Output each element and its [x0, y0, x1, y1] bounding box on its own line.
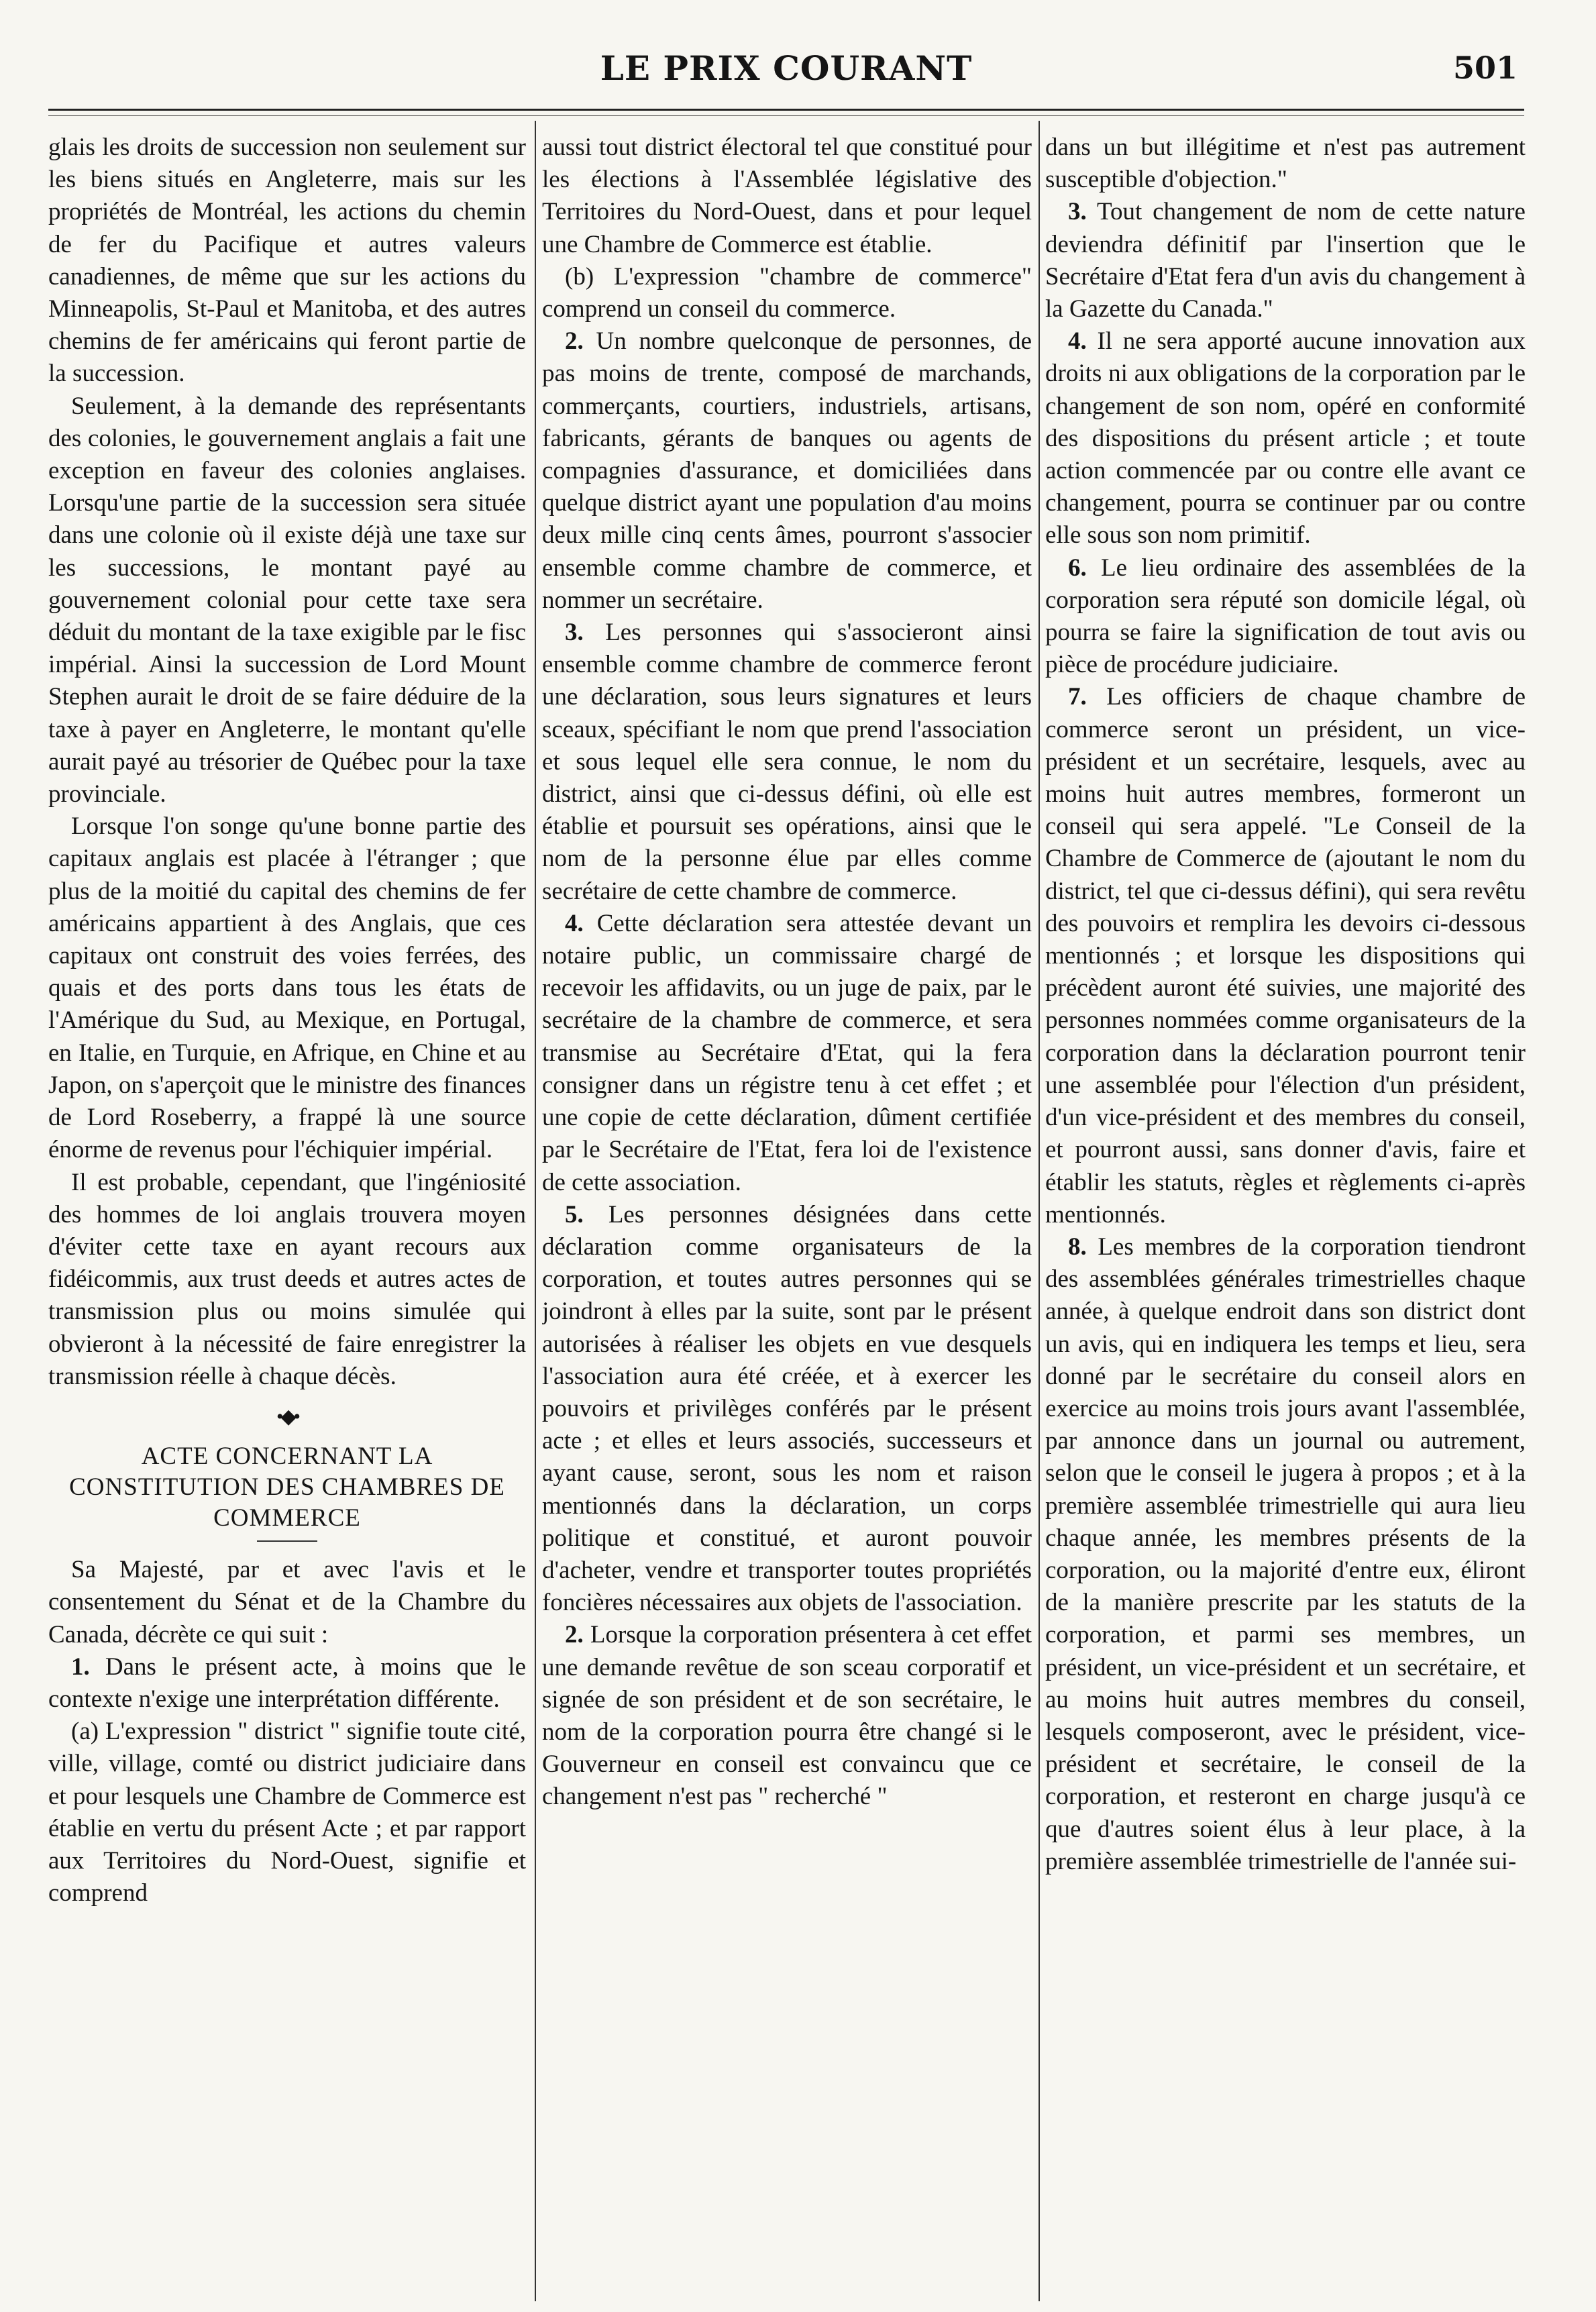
article-paragraph: [542, 325, 1032, 617]
section-rule: [257, 1540, 317, 1542]
article-number: 4.: [1068, 327, 1087, 356]
article-text: Cette déclaration sera attestée devant un notaire public, un commissaire chargé de recevoir les affidavits, ou un juge de paix, par le secrétaire de la chambre de commerce, et sera transmise au Secrétaire d'Etat, qui la fera consigner dans un régistre tenu à cet effet ; et une copie de cette déclaration, dûment certifiée par le Secrétaire de l'Etat, fera loi de l'existence de cette association.: [542, 909, 1032, 1196]
article-number: 4.: [565, 909, 584, 937]
paragraph: Lorsque l'on songe qu'une bonne partie des capitaux anglais est placée à l'étranger ; que plus de la moitié du capital des chemins de fer américains appartient à des Anglais, que ces capitaux ont construit des voies ferrées, des quais et des ports dans tous les états de l'Amérique du Sud, au Mexique, en Portugal, en Italie, en Turquie, en Afrique, en Chine et au Japon, on s'aperçoit que le ministre des finances de Lord Roseberry, a frappé là une source énorme de revenus pour l'échiquier impérial.: [48, 812, 526, 1164]
article-paragraph: [542, 617, 1032, 908]
header-rule-thin: [48, 115, 1524, 116]
paragraph: Seulement, à la demande des représentants des colonies, le gouvernement anglais a fait une exception en faveur des colonies anglaises. Lorsqu'une partie de la succession sera située dans une colonie où il existe déjà une taxe sur les successions, le montant payé au gouvernement colonial pour cette taxe sera déduit du montant de la taxe exigible par le fisc impérial. Ainsi la succession de Lord Mount Stephen aurait le droit de se faire déduire de la taxe à payer en Angleterre, le montant qu'elle aurait payé au trésorier de Québec pour la taxe provinciale.: [48, 392, 526, 808]
column-divider: [1039, 121, 1040, 2301]
page-header: [48, 43, 1524, 103]
article-number: 3.: [565, 619, 584, 647]
article-number: 5.: [565, 1200, 584, 1228]
paragraph: (a) L'expression " district " signifie toute cité, ville, village, comté ou district judiciaire dans et pour lesquels une Chambre de Commerce est établie en vertu du présent Acte ; et par rapport aux Territoires du Nord-Ouest, signifie et comprend: [48, 1718, 526, 1907]
article-number: 2.: [565, 1621, 584, 1649]
article-number: 6.: [1068, 554, 1087, 582]
article-number: 3.: [1068, 198, 1087, 226]
article-text: Un nombre quelconque de personnes, de pas moins de trente, composé de marchands, commerçants, courtiers, industriels, artisans, fabricants, gérants de banques ou agents de compagnies d'assurance, et domiciliées dans quelque district ayant une population d'au moins deux mille cinq cents âmes, pourront s'associer ensemble comme chambre de commerce, et nommer un secrétaire.: [542, 327, 1032, 614]
paragraph: Il est probable, cependant, que l'ingéniosité des hommes de loi anglais trouvera moyen d'éviter cette taxe en ayant recours aux fidéicommis, aux trust deeds et autres actes de transmission plus ou moins simulée qui obvieront à la nécessité de faire enregistrer la transmission réelle à chaque décès.: [48, 1168, 526, 1390]
article-paragraph: [1045, 552, 1526, 682]
paragraph: aussi tout district électoral tel que constitué pour les élections à l'Assemblée législative des Territoires du Nord-Ouest, dans et pour lequel une Chambre de Commerce est établie.: [542, 134, 1032, 258]
newspaper-title: LE PRIX COURANT: [600, 48, 973, 88]
article-text: Les membres de la corporation tiendront des assemblées générales trimestrielles chaque année, à quelque endroit dans son district dont un avis, qui en indiquera les temps et lieu, sera donné par le secrétaire du conseil alors en exercice au moins trois jours avant l'assemblée, par annonce dans un journal ou autrement, selon que le conseil le jugera à propos ; et à la première assemblée trimestrielle qui aura lieu chaque année, les membres présents de la corporation, ou la majorité d'entre eux, éliront de la manière prescrite par les statuts de la corporation, et parmi ses membres, un président, un vice-président et un secrétaire, et au moins huit autres membres du conseil, lesquels composeront, avec le président, vice-président et secrétaire, le conseil de la corporation, et resteront en charge jusqu'à ce que d'autres soient élus à leur place, à la première assemblée trimestrielle de l'année sui-: [1045, 1232, 1526, 1875]
article-number: 7.: [1068, 683, 1087, 711]
column-3: [1045, 132, 1526, 2302]
article-number: 2.: [565, 327, 584, 356]
article-text: Tout changement de nom de cette nature deviendra définitif par l'insertion que le Secrétaire d'Etat fera d'un avis du changement à la Gazette du Canada.": [1045, 198, 1526, 323]
paragraph: glais les droits de succession non seulement sur les biens situés en Angleterre, mais sur les propriétés de Montréal, les actions du chemin de fer du Pacifique et autres valeurs canadiennes, de même que sur les actions du Minneapolis, St-Paul et Manitoba, et des autres chemins de fer américains qui feront partie de la succession.: [48, 134, 526, 388]
header-rule: [48, 109, 1524, 111]
paragraph: Sa Majesté, par et avec l'avis et le consentement du Sénat et de la Chambre du Canada, décrète ce qui suit :: [48, 1556, 526, 1648]
article-text: Le lieu ordinaire des assemblées de la corporation sera réputé son domicile légal, où pourra se faire la signification de tout avis ou pièce de procédure judiciaire.: [1045, 554, 1526, 679]
article-paragraph: [542, 1619, 1032, 1813]
article-text: Les personnes désignées dans cette déclaration comme organisateurs de la corporation, et toutes autres personnes qui se joindront à elles par la suite, sont par le présent autorisées à réaliser les objets en vue desquels l'association aura été créée, et à exercer les pouvoirs et privilèges conférés par le présent acte ; et elles et leurs associés, successeurs et ayant cause, seront, sous les nom et raison mentionnés dans la déclaration, un corps politique et constitué, et auront pouvoir d'acheter, vendre et transporter toutes propriétés foncières nécessaires aux objets de l'association.: [542, 1200, 1032, 1617]
article-paragraph: [1045, 325, 1526, 551]
article-paragraph: [542, 1199, 1032, 1620]
paragraph: (b) L'expression "chambre de commerce" comprend un conseil du commerce.: [542, 262, 1032, 323]
article-text: Lorsque la corporation présentera à cet effet une demande revêtue de son sceau corporatif et signée de son président et de son secrétaire, le nom de la corporation pourra être changé si le Gouverneur en conseil est convaincu que ce changement n'est pas " recherché ": [542, 1621, 1032, 1811]
section-title: ACTE CONCERNANT LA CONSTITUTION DES CHAMBRES DE COMMERCE: [69, 1442, 505, 1532]
section-ornament: •◆•: [276, 1405, 299, 1428]
article-number: 1.: [71, 1652, 90, 1681]
article-paragraph: [48, 1651, 526, 1716]
page-number: 501: [1452, 50, 1518, 86]
article-text: Il ne sera apporté aucune innovation aux droits ni aux obligations de la corporation par le changement de son nom, opéré en conformité des dispositions du présent article ; et toute action commencée par ou contre elle avant ce changement, pourra se continuer par ou contre elle sous son nom primitif.: [1045, 327, 1526, 549]
article-paragraph: [1045, 1231, 1526, 1878]
column-2: [542, 132, 1032, 2302]
article-paragraph: [542, 908, 1032, 1199]
article-text: Les officiers de chaque chambre de commerce seront un président, un vice-président et un secrétaire, lesquels, avec au moins huit autres membres, formeront un conseil qui sera appelé. "Le Conseil de la Chambre de Commerce de (ajoutant le nom du district, tel que ci-dessus défini), qui sera revêtu des pouvoirs et remplira les devoirs ci-dessous mentionnés ; et lorsque les dispositions qui précèdent auront été suivies, une majorité des personnes nommées comme organisateurs de la corporation dans la déclaration pourront tenir une assemblée pour l'élection d'un président, d'un vice-président et des membres du conseil, et pourront aussi, sans donner d'avis, faire et établir les statuts, règles et règlements ci-après mentionnés.: [1045, 683, 1526, 1228]
article-text: Les personnes qui s'associeront ainsi ensemble comme chambre de commerce feront une déclaration, sous leurs signatures et leurs sceaux, spécifiant le nom que prend l'association et sous lequel elle sera connue, le nom du district, ainsi que ci-dessus défini, où elle est établie et poursuit ses opérations, ainsi que le nom de la personne élue par elles comme secrétaire de cette chambre de commerce.: [542, 619, 1032, 905]
paragraph: dans un but illégitime et n'est pas autrement susceptible d'objection.": [1045, 134, 1526, 194]
column-1: [48, 132, 526, 2302]
article-number: 8.: [1068, 1232, 1087, 1261]
article-paragraph: [1045, 681, 1526, 1230]
article-text: Dans le présent acte, à moins que le contexte n'exige une interprétation différente.: [48, 1652, 526, 1713]
article-paragraph: [1045, 196, 1526, 325]
column-divider: [535, 121, 536, 2301]
